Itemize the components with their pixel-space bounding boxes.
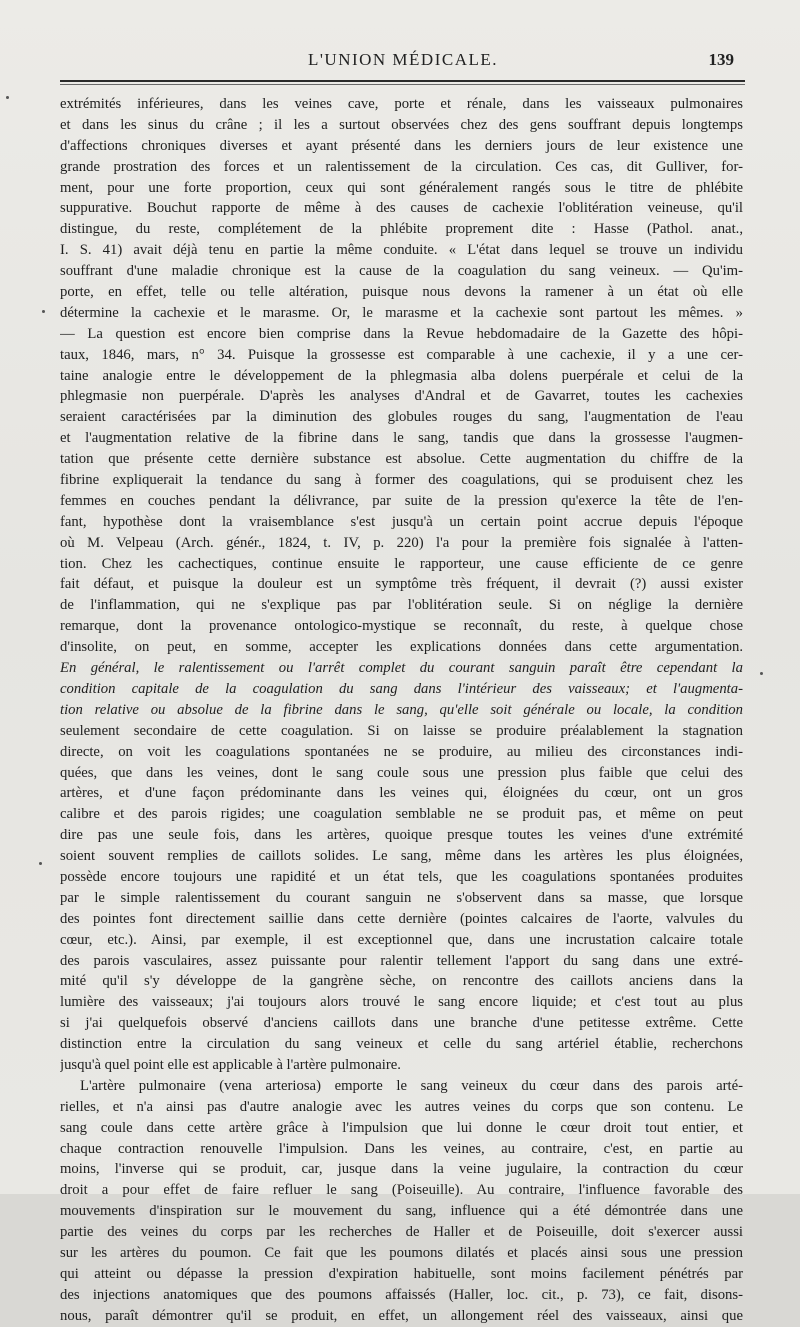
text-line: remarque, dont la provenance ontologico-mystique se reconnaît, du reste, à quelque chose — [60, 618, 743, 635]
text-line: sang coule dans cette artère grâce à l'impulsion que lui donne le cœur droit tout entier, et — [60, 1119, 743, 1136]
margin-speck — [42, 310, 45, 313]
text-line-italic: tion relative ou absolue de la fibrine dans le sang, qu'elle soit générale ou locale, la condition — [60, 701, 743, 718]
page-header — [60, 50, 746, 76]
text-line-italic: condition capitale de la coagulation du sang dans l'intérieur des vaisseaux; et l'augmenta- — [60, 680, 743, 697]
text-line: directe, on voit les coagulations spontanées ne se produire, au milieu des circonstances indi- — [60, 743, 743, 760]
text-line: si j'ai quelquefois observé d'anciens caillots dans une branche d'une petitesse extrême. Cette — [60, 1015, 743, 1032]
text-line: détermine la cachexie et le marasme. Or, le marasme et la cachexie sont partout les mêmes. » — [60, 304, 743, 321]
text-line: partie des veines du corps par les recherches de Haller et de Poiseuille, doit s'exercer aussi — [60, 1224, 743, 1241]
text-line: de l'inflammation, qui ne s'explique pas par l'oblitération seule. Si on néglige la dernière — [60, 597, 743, 614]
text-line: qui atteint ou dépasse la pression d'expiration habituelle, sont moins facilement pénétrés par — [60, 1265, 743, 1282]
header-rule — [60, 80, 745, 82]
text-line: sur les artères du poumon. Ce fait que les poumons dilatés et placés ainsi sous une pression — [60, 1244, 743, 1261]
text-line: mouvements d'inspiration sur le mouvement du sang, influence qui a été démontrée dans une — [60, 1203, 743, 1220]
text-line: fibrine expliquerait la tendance du sang à former des coagulations, qui se produisent chez les — [60, 472, 743, 489]
text-line: chaque contraction renouvelle l'impulsion. Dans les veines, au contraire, c'est, en partie au — [60, 1140, 743, 1157]
text-line: seraient caractérisées par la diminution des globules rouges du sang, l'augmentation de l'eau — [60, 409, 743, 426]
text-line: ment, pour une forte proportion, ceux qui sont généralement rangés sous le titre de phlébite — [60, 179, 743, 196]
text-line: mité qu'il s'y développe de la gangrène sèche, on rencontre des caillots anciens dans la — [60, 973, 743, 990]
text-line: rielles, et n'a ainsi pas d'autre analogie avec les autres veines du corps que son contenu. Le — [60, 1098, 743, 1115]
text-line: lumière des vaisseaux; j'ai toujours alors trouvé le sang encore liquide; et c'est tout au plus — [60, 994, 743, 1011]
text-line: souffrant d'une maladie chronique est la cause de la coagulation du sang veineux. — Qu'im- — [60, 263, 743, 280]
text-line: phlegmasie non puerpérale. D'après les analyses d'Andral et de Gavarret, toutes les cachexies — [60, 388, 743, 405]
text-line: des parois vasculaires, assez puissante pour ralentir tellement l'apport du sang dans une extré- — [60, 952, 743, 969]
text-line: fait défaut, et puisque la douleur est un symptôme très fréquent, il devrait (?) aussi exister — [60, 576, 743, 593]
text-line: suppurative. Bouchut rapporte de même à des causes de cachexie l'oblitération veineuse, qu'il — [60, 200, 743, 217]
text-line: grande prostration des forces et un ralentissement de la circulation. Ces cas, dit Gulliver, for- — [60, 158, 743, 175]
text-line: et l'augmentation relative de la fibrine dans le sang, tandis que dans la grossesse l'augmen- — [60, 430, 743, 447]
text-line: tion. Chez les cachectiques, continue ensuite le rapporteur, une cause efficiente de ce genre — [60, 555, 743, 572]
text-line: dire pas une seule fois, dans les artères, quoique presque toutes les veines d'une extrémité — [60, 827, 743, 844]
text-line: d'insolite, on peut, en somme, accepter les explications données dans cette argumentation. — [60, 639, 743, 656]
text-line: des pointes font directement saillie dans cette dernière (pointes calcaires de l'aorte, valvules du — [60, 910, 743, 927]
page-number: 139 — [708, 50, 734, 69]
text-line: nous, paraît démontrer qu'il se produit, en effet, un allongement réel des vaisseaux, ainsi que — [60, 1307, 743, 1324]
margin-speck — [6, 96, 9, 99]
text-line: possède encore toujours une rapidité et un état tels, que les coagulations spontanées produites — [60, 868, 743, 885]
text-line: L'artère pulmonaire (vena arteriosa) emporte le sang veineux du cœur dans des parois arté- — [80, 1077, 743, 1094]
text-line: calibre et des parois rigides; une coagulation semblable ne se produit pas, et même on peut — [60, 806, 743, 823]
text-line: d'affections chroniques diverses et ayant présenté dans les derniers jours de leur existence une — [60, 137, 743, 154]
text-line: et dans les sinus du crâne ; il les a surtout observées chez des gens souffrant depuis longtemps — [60, 116, 743, 133]
text-line: quées, que dans les veines, dont le sang coule sous une pression plus faible que celui des — [60, 764, 743, 781]
text-line: droit a pour effet de faire refluer le sang (Poiseuille). Au contraire, l'influence favorable des — [60, 1182, 743, 1199]
text-line: jusqu'à quel point elle est applicable à l'artère pulmonaire. — [60, 1056, 401, 1073]
text-line: artères, et d'une façon prédominante dans les veines qui, éloignées du cœur, ont un gros — [60, 785, 743, 802]
text-line: femmes en couches pendant la délivrance, par suite de la pression qu'exerce la tête de l'en- — [60, 492, 743, 509]
text-line: extrémités inférieures, dans les veines cave, porte et rénale, dans les vaisseaux pulmonaires — [60, 96, 743, 112]
text-line: — La question est encore bien comprise dans la Revue hebdomadaire de la Gazette des hôpi- — [60, 325, 743, 342]
text-line: tation que présente cette dernière substance est absolue. Cette augmentation du chiffre de la — [60, 451, 743, 468]
text-line: moins, l'inverse qui se produit, car, jusque dans la veine jugulaire, la contraction du cœur — [60, 1161, 743, 1178]
text-line: taux, 1846, mars, n° 34. Puisque la grossesse est comparable à une cachexie, il y a une cer- — [60, 346, 743, 363]
text-line: porte, en effet, telle ou telle altération, puisque nous devons la ramener à un état où elle — [60, 284, 743, 301]
text-line: soient souvent remplies de caillots solides. Le sang, même dans les artères les plus éloignées, — [60, 848, 743, 865]
text-line: distinction entre la circulation du sang veineux et celle du sang artériel établie, recherchons — [60, 1036, 743, 1053]
margin-speck — [39, 862, 42, 865]
text-line: cœur, etc.). Ainsi, par exemple, il est exceptionnel que, dans une incrustation calcaire totale — [60, 931, 743, 948]
text-line: distingue, du reste, complétement de la phlébite proprement dite : Hasse (Pathol. anat., — [60, 221, 743, 238]
text-line: taine analogie entre le développement de la phlegmasia alba dolens puerpérale et celui de la — [60, 367, 743, 384]
running-head: L'UNION MÉDICALE. — [307, 50, 499, 69]
text-line-italic: En général, le ralentissement ou l'arrêt complet du courant sanguin paraît être cependant la — [60, 660, 743, 677]
text-line: des injections anatomiques que des poumons affaissés (Haller, loc. cit., p. 73), ce fait, disons- — [60, 1286, 743, 1303]
text-line: I. S. 41) avait déjà tenu en partie la même conduite. « L'état dans lequel se trouve un individu — [60, 242, 743, 259]
text-line: fant, hypothèse dont la vraisemblance s'est jusqu'à un certain point accrue depuis l'époque — [60, 513, 743, 530]
margin-speck — [760, 672, 763, 675]
text-line: par le simple ralentissement du courant sanguin ne s'observent dans sa masse, que lorsque — [60, 889, 743, 906]
body-text — [60, 94, 743, 1327]
text-line: seulement secondaire de cette coagulation. Si on laisse se produire préalablement la stagnation — [60, 722, 743, 739]
text-line: où M. Velpeau (Arch. génér., 1824, t. IV, p. 220) l'a pour la première fois signalée à l'atten- — [60, 534, 743, 551]
header-rule-thin — [60, 84, 745, 85]
